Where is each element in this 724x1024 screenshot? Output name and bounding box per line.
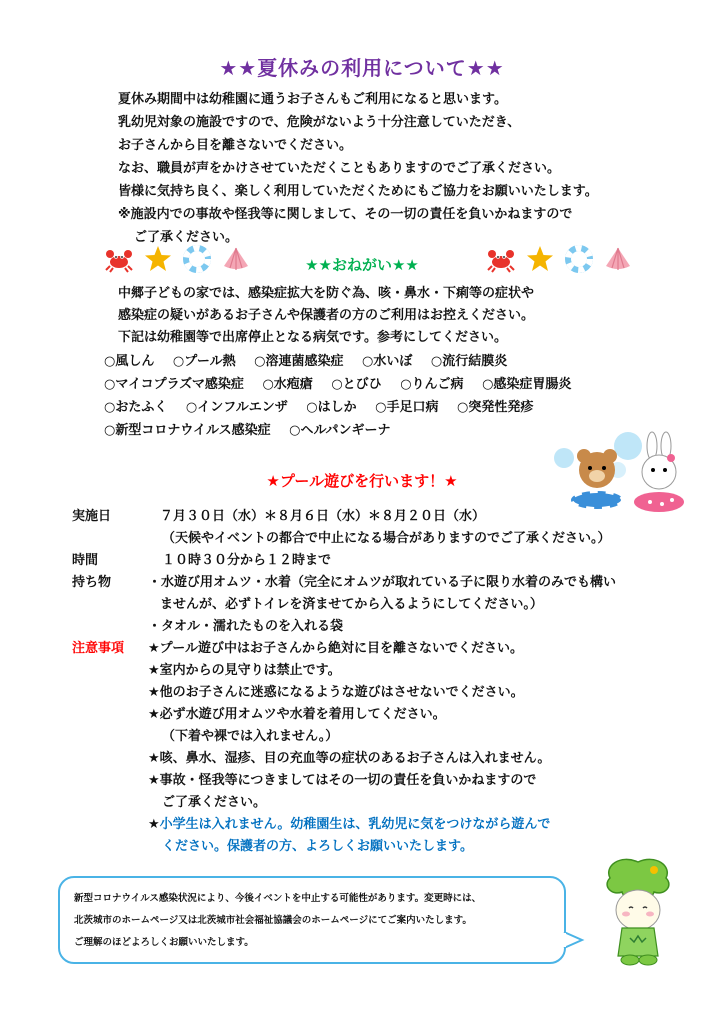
items-row-cont — [72, 594, 712, 616]
disease-item: ○突発性発疹 — [456, 400, 534, 415]
disease-row — [104, 373, 664, 396]
disease-item: ○インフルエンザ — [185, 400, 288, 415]
date-label: 実施日 — [72, 509, 112, 524]
caution-line: ★プール遊び中はお子さんから絶対に目を離さないでください。 — [148, 641, 524, 656]
items-value: ・タオル・濡れたものを入れる袋 — [148, 619, 344, 634]
disease-item: ○流行結膜炎 — [430, 354, 508, 369]
caution-line: ★必ず水遊び用オムツや水着を着用してください。 — [148, 707, 446, 722]
disease-item: ○りんご病 — [400, 377, 464, 392]
date-row — [72, 506, 712, 528]
time-row — [72, 550, 712, 572]
items-row — [72, 572, 712, 594]
caution-row — [72, 726, 712, 748]
disease-item: ○とびひ — [331, 377, 382, 392]
spacer — [72, 748, 148, 770]
disease-item: ○おたふく — [104, 400, 168, 415]
disease-item: ○はしか — [306, 400, 357, 415]
intro-line: ※施設内での事故や怪我等に関しまして、その一切の責任を負いかねますので — [118, 207, 573, 222]
caution-row — [72, 660, 712, 682]
sea-decoration-right — [486, 244, 637, 278]
pool-info — [72, 506, 712, 858]
caution-line-blue — [148, 814, 712, 836]
request-title: ★★おねがい★★ — [305, 256, 419, 274]
intro-line: ご了承ください。 — [134, 230, 239, 245]
spacer — [72, 660, 148, 682]
page-title: ★★夏休みの利用について★★ — [219, 56, 505, 80]
pool-title: ★プール遊びを行います！★ — [266, 472, 458, 490]
disease-item: ○感染症胃腸炎 — [482, 377, 572, 392]
speech-bubble-tail — [562, 928, 586, 952]
starfish-icon — [525, 244, 555, 274]
caution-row — [72, 836, 712, 858]
caution-line: （下着や裸では入れません。） — [162, 729, 339, 744]
disease-item: ○水いぼ — [361, 354, 413, 369]
intro-line: 乳幼児対象の施設ですので、危険がないよう十分注意していただき、 — [118, 115, 521, 130]
caution-line: ★他のお子さんに迷惑になるような遊びはさせないでください。 — [148, 685, 524, 700]
disease-item: ○水疱瘡 — [262, 377, 313, 392]
caution-blue-text: ください。保護者の方、よろしくお願いいたします。 — [162, 839, 473, 854]
spacer — [72, 726, 148, 748]
caution-star: ★ — [148, 817, 160, 832]
disease-item: ○プール熱 — [172, 354, 236, 369]
date-note-row — [72, 528, 712, 550]
spacer — [72, 528, 148, 550]
intro-line: なお、職員が声をかけさせていただくこともありますのでご了承ください。 — [118, 161, 561, 176]
intro-section — [118, 88, 698, 249]
caution-row — [72, 814, 712, 836]
request-section — [118, 283, 678, 349]
disease-item: ○風しん — [104, 354, 155, 369]
request-line: 下記は幼稚園等で出席停止となる病気です。参考にしてください。 — [118, 330, 507, 345]
caution-row — [72, 748, 712, 770]
intro-line: お子さんから目を離さないでください。 — [118, 138, 353, 153]
caution-line: ★室内からの見守りは禁止です。 — [148, 663, 341, 678]
disease-item: ○マイコプラズマ感染症 — [104, 377, 244, 392]
date-note: （天候やイベントの都合で中止になる場合がありますのでご了承ください。） — [162, 531, 611, 546]
mascot-illustration — [600, 856, 676, 968]
spacer — [72, 770, 148, 792]
caution-row — [72, 792, 712, 814]
caution-line: ご了承ください。 — [162, 795, 267, 810]
shell-icon — [603, 244, 633, 274]
spacer — [72, 792, 148, 814]
caution-row — [72, 682, 712, 704]
caution-blue-text: 小学生は入れません。幼稚園生は、乳幼児に気をつけながら遊んで — [159, 817, 551, 832]
spacer — [72, 594, 148, 616]
request-line: 感染症の疑いがあるお子さんや保護者の方のご利用はお控えください。 — [118, 308, 535, 323]
crab-icon — [486, 244, 516, 274]
notice-bubble — [58, 876, 566, 964]
notice-line: 北茨城市のホームページ又は北茨城市社会福祉協議会のホームページにてご案内いたします。 — [74, 915, 472, 926]
disease-item: ○溶連菌感染症 — [254, 354, 344, 369]
request-line: 中郷子どもの家では、感染症拡大を防ぐ為、咳・鼻水・下痢等の症状や — [118, 286, 535, 301]
items-label: 持ち物 — [72, 575, 112, 590]
spacer — [72, 836, 148, 858]
caution-label: 注意事項 — [72, 641, 125, 656]
date-value: ７月３０日（水）＊８月６日（水）＊８月２０日（水） — [160, 509, 486, 524]
disease-item: ○手足口病 — [375, 400, 439, 415]
caution-row — [72, 770, 712, 792]
items-value: ・水遊び用オムツ・水着（完全にオムツが取れている子に限り水着のみでも構い — [148, 575, 617, 590]
spacer — [72, 616, 148, 638]
spacer — [72, 682, 148, 704]
notice-line: ご理解のほどよろしくお願いいたします。 — [74, 937, 254, 948]
intro-line: 皆様に気持ち良く、楽しく利用していただくためにもご協力をお願いいたします。 — [118, 184, 598, 199]
time-value: １０時３０分から１２時まで — [162, 553, 332, 568]
caution-row — [72, 638, 712, 660]
caution-row — [72, 704, 712, 726]
disease-item: ○新型コロナウイルス感染症 — [104, 423, 271, 438]
notice-line: 新型コロナウイルス感染状況により、今後イベントを中止する可能性があります。変更時には、 — [74, 893, 482, 904]
spacer — [72, 814, 148, 836]
spacer — [72, 704, 148, 726]
float-ring-icon — [564, 244, 594, 274]
disease-row — [104, 396, 664, 419]
items-value: ませんが、必ずトイレを済ませてから入るようにしてください。） — [160, 597, 543, 612]
time-label: 時間 — [72, 553, 99, 568]
items-row-2 — [72, 616, 712, 638]
disease-row — [104, 350, 664, 373]
caution-line: ★咳、鼻水、湿疹、目の充血等の症状のあるお子さんは入れません。 — [148, 751, 551, 766]
caution-line: ★事故・怪我等につきましてはその一切の責任を負いかねますので — [148, 773, 537, 788]
disease-item: ○ヘルパンギーナ — [289, 423, 391, 438]
intro-line: 夏休み期間中は幼稚園に通うお子さんもご利用になると思います。 — [118, 92, 507, 107]
